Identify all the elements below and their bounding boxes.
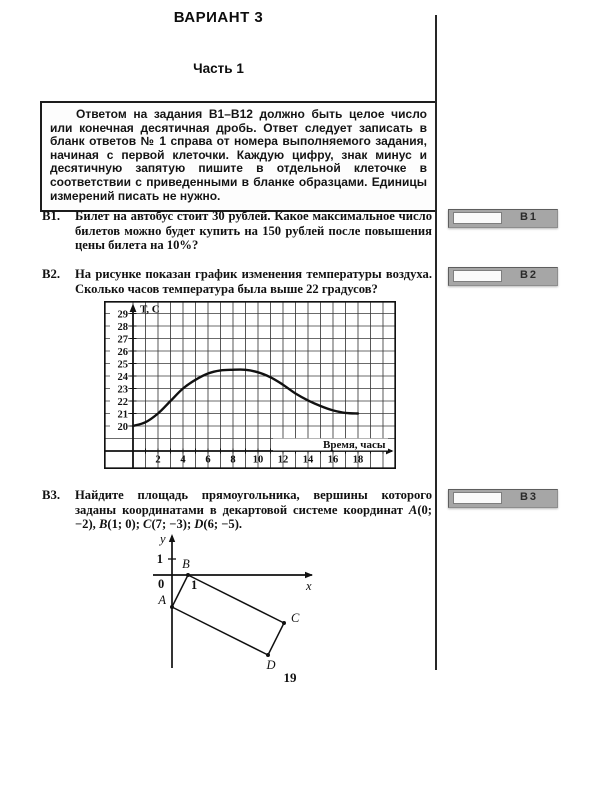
y-tick-label: 27 <box>117 334 128 346</box>
origin-label: 0 <box>158 577 165 591</box>
temperature-chart <box>104 301 396 469</box>
y-axis-arrow <box>169 534 175 542</box>
y-unit-label: 1 <box>156 552 163 566</box>
answer-box-b3 <box>448 489 558 508</box>
answer-box-b2-label: В2 <box>519 269 539 281</box>
x-tick-label: 14 <box>302 454 314 466</box>
x-tick-label: 10 <box>252 454 264 466</box>
problem-b1-text: Билет на автобус стоит 30 рублей. Какое максимальное число билетов можно будет купить на 150 рублей после повышения цены билета на 10%? <box>75 209 432 253</box>
answer-box-b1 <box>448 209 558 228</box>
x-tick-label: 12 <box>277 454 289 466</box>
margin-divider-line <box>435 15 437 670</box>
rectangle-abcd <box>172 575 284 655</box>
y-tick-label: 20 <box>117 421 128 433</box>
answer-field-b1 <box>453 212 502 224</box>
x-tick-label: 2 <box>155 454 161 466</box>
answer-field-b2 <box>453 270 502 282</box>
x-axis-title: Время, часы <box>323 439 386 451</box>
problem-b3-number: В3. <box>42 488 61 502</box>
page-number: 19 <box>283 670 297 685</box>
instruction-box <box>40 101 437 212</box>
answer-box-b3-label: В3 <box>519 491 539 503</box>
vertex-label-c: C <box>291 611 300 625</box>
part-title: Часть 1 <box>193 61 244 76</box>
y-tick-label: 29 <box>117 309 128 321</box>
problem-b2-text: На рисунке показан график изменения температуры воздуха. Сколько часов температура была выше 22 градусов? <box>75 267 432 296</box>
variant-title: ВАРИАНТ 3 <box>173 9 264 26</box>
x-axis-arrow <box>305 572 313 578</box>
x-unit-label: 1 <box>191 578 198 592</box>
rectangle-figure <box>139 532 324 674</box>
x-tick-label: 8 <box>230 454 236 466</box>
problem-b1-number: В1. <box>42 209 61 223</box>
y-tick-label: 26 <box>117 346 128 358</box>
answer-box-b1-label: В1 <box>519 211 539 223</box>
answer-field-b3 <box>453 492 502 504</box>
problem-b3-text: Найдите площадь прямоугольника, вершины которого заданы координатами в декартовой системе координат A(0; −2), B(1; 0); C(7; −3); D(6; −5). <box>75 488 432 532</box>
vertex-label-a: A <box>158 593 166 607</box>
y-axis-title: Т, С <box>140 303 160 316</box>
y-axis-label: y <box>160 532 166 546</box>
vertex-label-d: D <box>266 658 276 672</box>
y-tick-label: 25 <box>117 359 128 371</box>
y-tick-label: 22 <box>117 396 128 408</box>
y-tick-label: 21 <box>117 409 128 421</box>
instruction-text: Ответом на задания В1–В12 должно быть целое число или конечная десятичная дробь. Ответ следует записать в бланк ответов № 1 справа от номера выполняемого задания, начиная с первой клеточки. Каждую цифру, знак минус и десятичную запятую пишите в отдельной клеточке в соответствии с приведенными в бланке образцами. Единицы измерений писать не нужно. <box>50 107 427 203</box>
y-axis-arrow <box>130 304 137 313</box>
x-tick-label: 18 <box>352 454 364 466</box>
y-tick-label: 23 <box>117 384 128 396</box>
x-tick-label: 4 <box>180 454 186 466</box>
answer-box-b2 <box>448 267 558 286</box>
x-axis-label: x <box>306 579 312 593</box>
y-tick-label: 28 <box>117 321 128 333</box>
x-tick-label: 6 <box>205 454 211 466</box>
x-tick-label: 16 <box>327 454 339 466</box>
problem-b2-number: В2. <box>42 267 61 281</box>
y-tick-label: 24 <box>117 371 128 383</box>
vertex-label-b: B <box>182 557 190 571</box>
